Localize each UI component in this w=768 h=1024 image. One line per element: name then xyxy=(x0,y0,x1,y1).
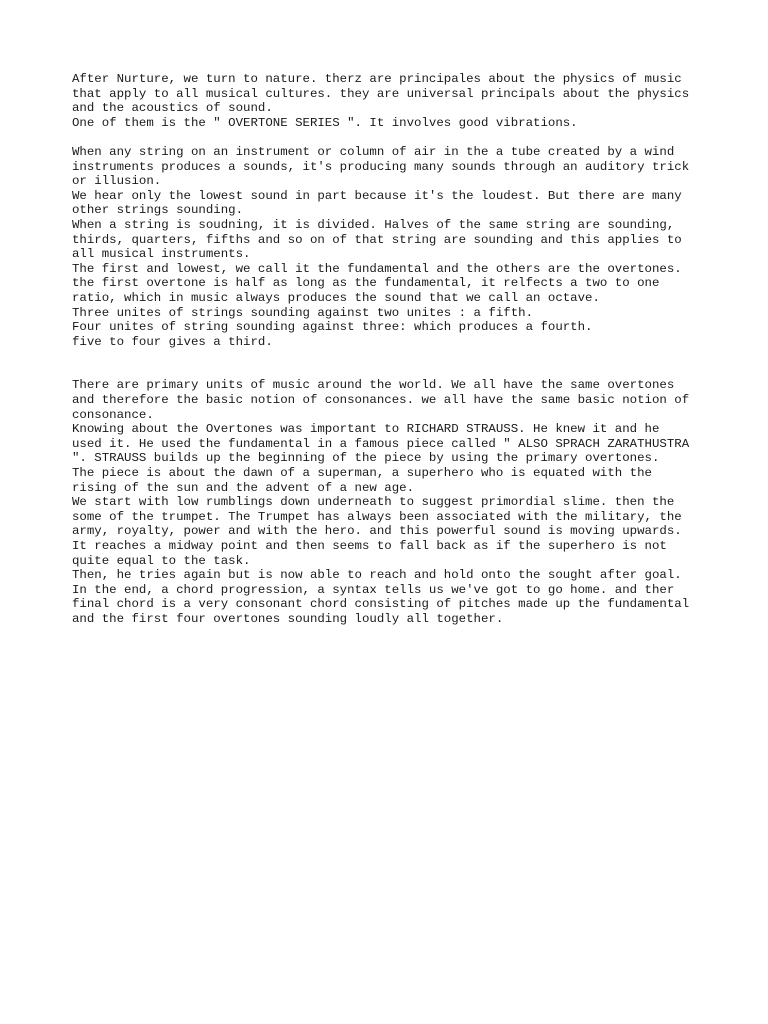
text-line: When a string is soudning, it is divided. Halves of the same string are sounding, xyxy=(72,217,675,232)
text-line: and the first four overtones sounding loudly all together. xyxy=(72,611,504,626)
text-line: quite equal to the task. xyxy=(72,553,251,568)
text-line: Knowing about the Overtones was important to RICHARD STRAUSS. He knew it and he xyxy=(72,422,660,437)
text-line: Three unites of strings sounding against two unites : a fifth. xyxy=(72,305,534,320)
text-line: thirds, quarters, fifths and so on of that string are sounding and this applies to xyxy=(72,232,682,247)
text-line: rising of the sun and the advent of a new age. xyxy=(72,480,415,495)
text-line: ". STRAUSS builds up the beginning of the piece by using the primary overtones. xyxy=(72,451,660,466)
text-line: final chord is a very consonant chord consisting of pitches made up the fundamental xyxy=(72,597,690,612)
text-line: used it. He used the fundamental in a famous piece called " ALSO SPRACH ZARATHUSTRA xyxy=(72,436,690,451)
text-line: When any string on an instrument or column of air in the a tube created by a wind xyxy=(72,144,675,159)
text-line: One of them is the " OVERTONE SERIES ". It involves good vibrations. xyxy=(72,115,578,130)
paragraph-gap xyxy=(72,349,732,364)
text-line: all musical instruments. xyxy=(72,247,251,262)
text-line: Then, he tries again but is now able to reach and hold onto the sought after goal. xyxy=(72,568,682,583)
text-line: and the acoustics of sound. xyxy=(72,101,273,116)
text-line: There are primary units of music around the world. We all have the same overtones xyxy=(72,378,675,393)
text-line: The piece is about the dawn of a superman, a superhero who is equated with the xyxy=(72,466,652,481)
text-line: five to four gives a third. xyxy=(72,334,273,349)
text-line: In the end, a chord progression, a syntax tells us we've got to go home. and ther xyxy=(72,582,675,597)
text-line: ratio, which in music always produces the sound that we call an octave. xyxy=(72,290,600,305)
text-line: instruments produces a sounds, it's producing many sounds through an auditory trick xyxy=(72,159,690,174)
text-line: It reaches a midway point and then seems to fall back as if the superhero is not xyxy=(72,539,667,553)
text-line: consonance. xyxy=(72,407,154,422)
paragraph-gap xyxy=(72,364,732,379)
text-line: army, royalty, power and with the hero. and this powerful sound is moving upwards. xyxy=(72,524,682,539)
text-line: We hear only the lowest sound in part because it's the loudest. But there are many xyxy=(72,188,682,203)
text-line: other strings sounding. xyxy=(72,203,244,218)
text-line: that apply to all musical cultures. they are universal principals about the physics xyxy=(72,86,690,101)
text-line: Four unites of string sounding against three: which produces a fourth. xyxy=(72,320,593,335)
document-body xyxy=(72,72,732,627)
text-line: The first and lowest, we call it the fundamental and the others are the overtones. xyxy=(72,261,682,276)
text-line: some of the trumpet. The Trumpet has always been associated with the military, the xyxy=(72,509,682,524)
paragraph-gap xyxy=(72,130,732,145)
text-line: We start with low rumblings down underneath to suggest primordial slime. then the xyxy=(72,495,675,510)
text-line: or illusion. xyxy=(72,174,162,189)
text-line: and therefore the basic notion of consonances. we all have the same basic notion of xyxy=(72,393,690,408)
text-line: the first overtone is half as long as the fundamental, it relfects a two to one xyxy=(72,276,660,291)
text-line: After Nurture, we turn to nature. therz are principales about the physics of music xyxy=(72,72,682,86)
